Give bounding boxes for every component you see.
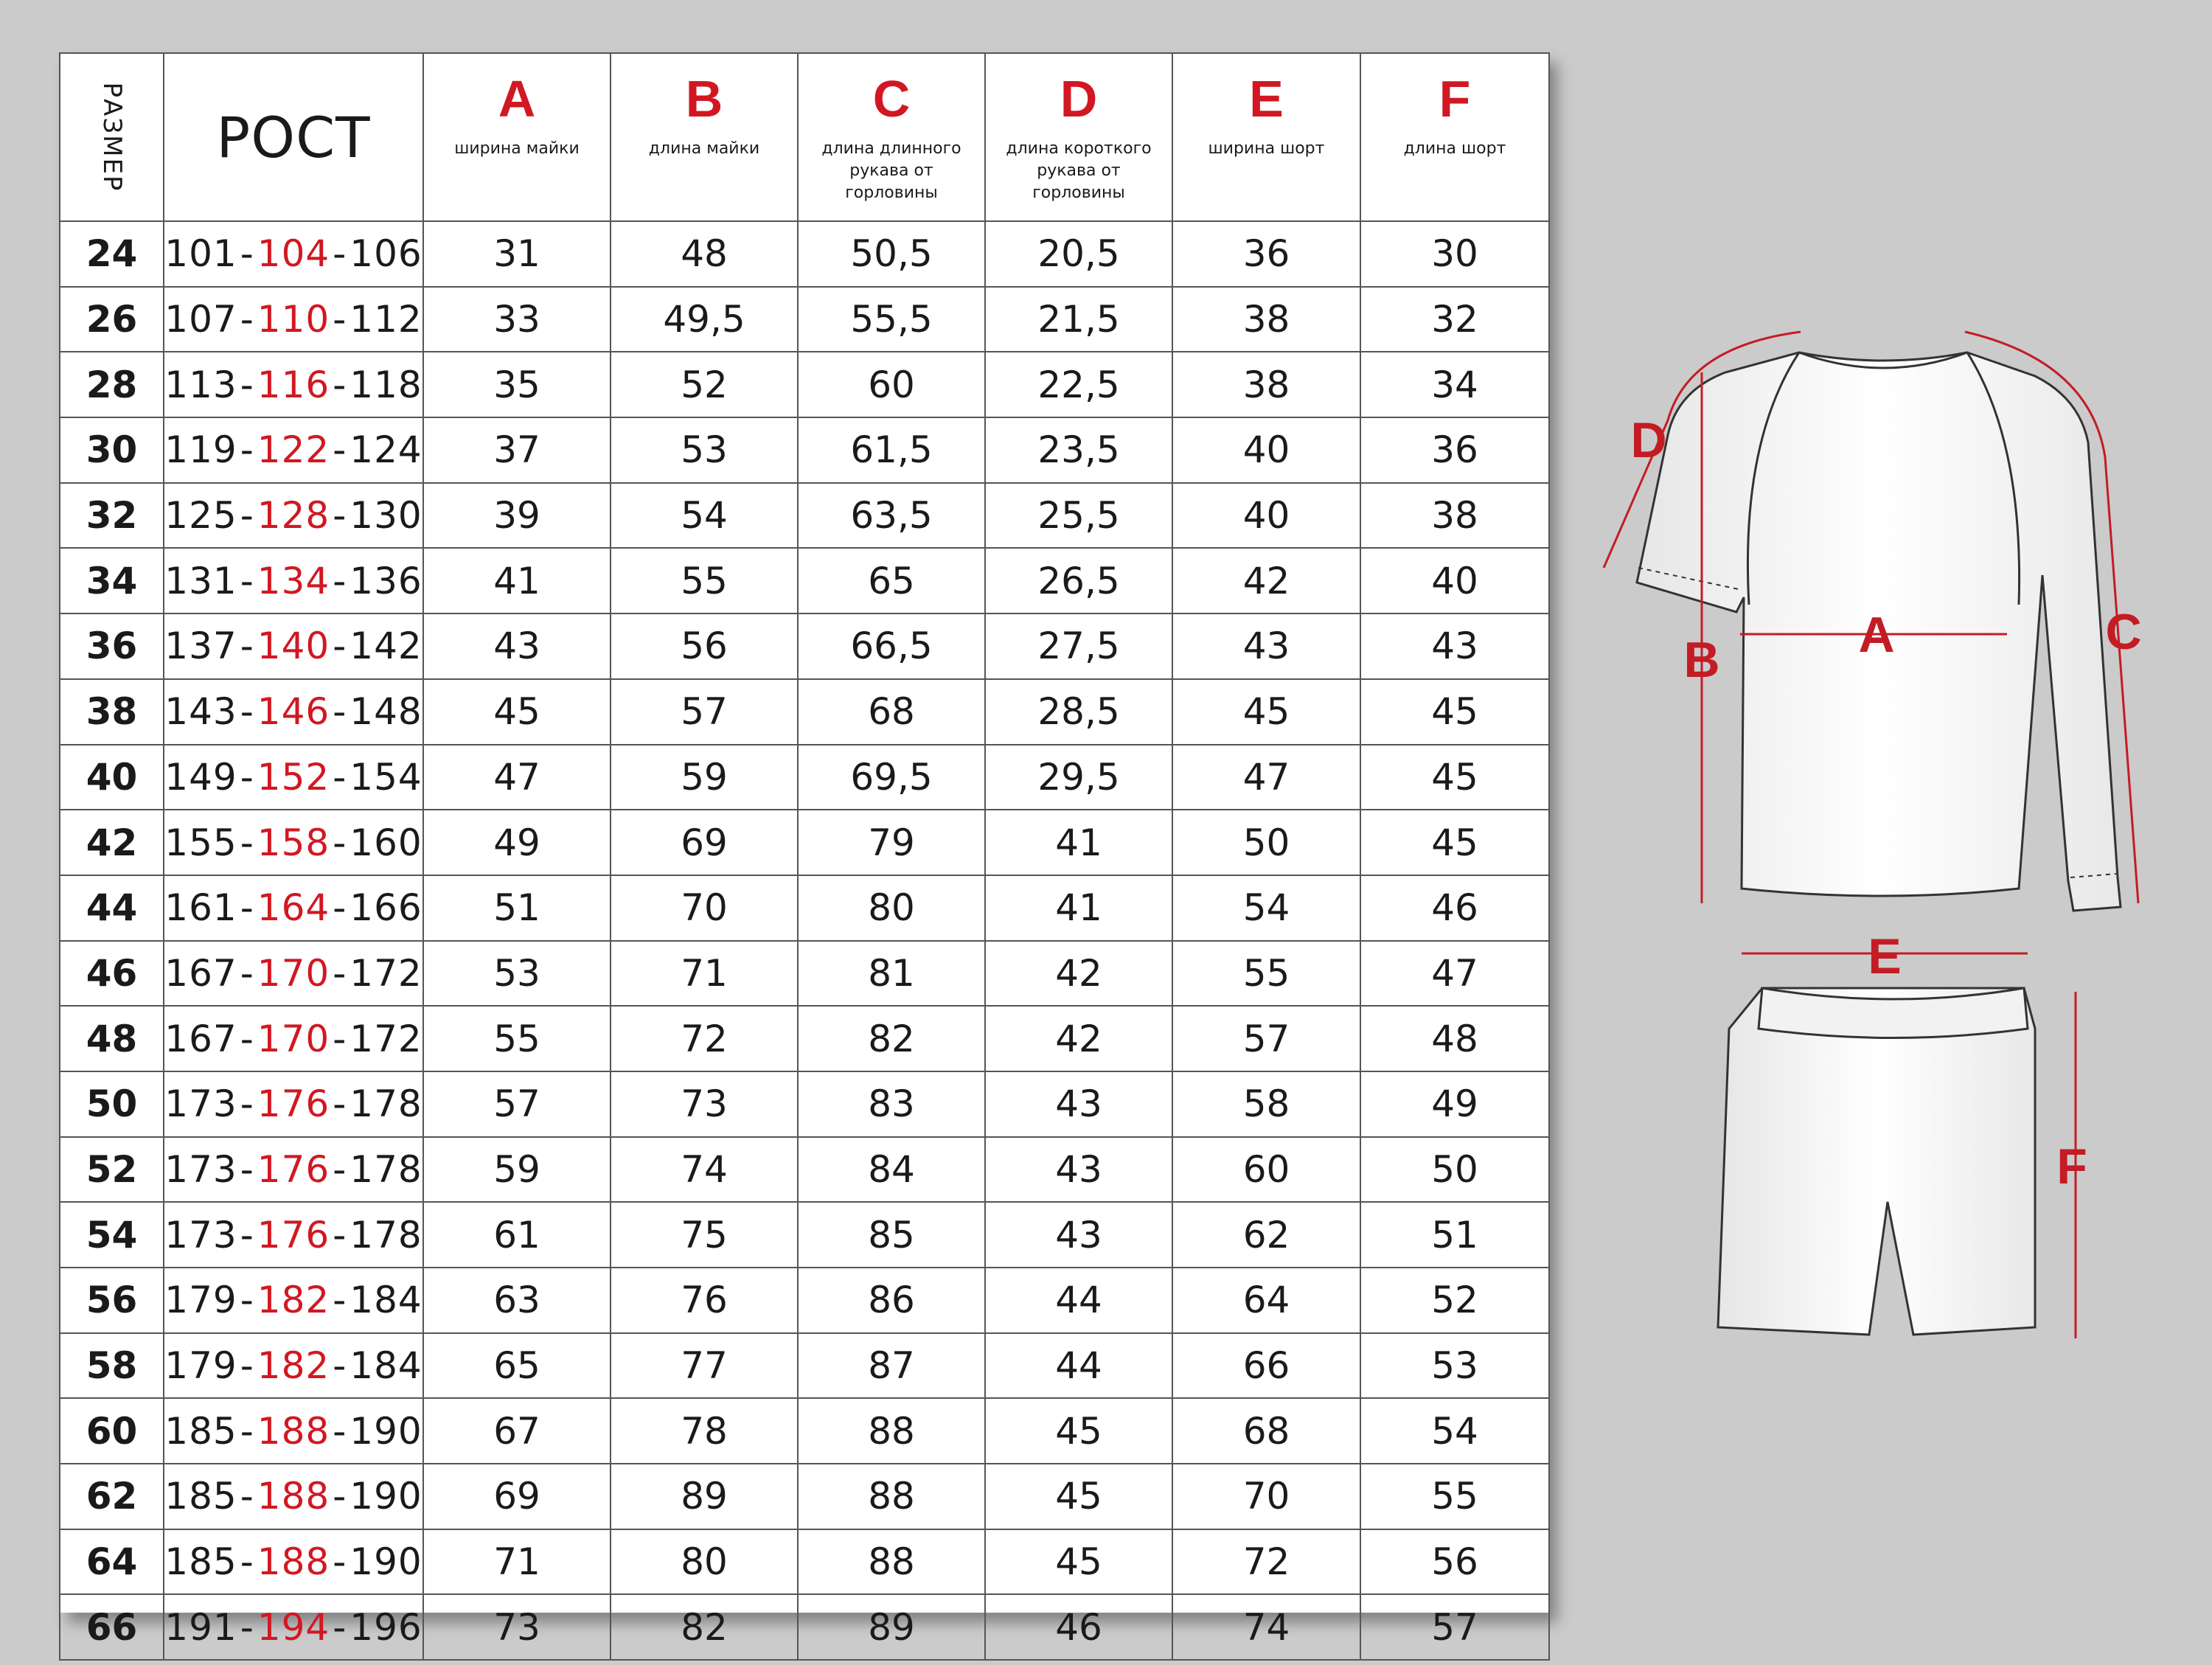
- measure-cell-d: 46: [985, 1594, 1172, 1660]
- measure-cell-c: 88: [798, 1464, 985, 1529]
- height-cell: 173-176-178: [164, 1071, 423, 1137]
- size-cell: 40: [60, 745, 164, 810]
- height-cell: 167-170-172: [164, 1006, 423, 1071]
- height-cell: 155-158-160: [164, 810, 423, 875]
- height-mid: 188: [257, 1475, 330, 1518]
- height-cell: 185-188-190: [164, 1398, 423, 1464]
- height-max: 136: [349, 559, 422, 602]
- height-min: 185: [164, 1475, 237, 1518]
- measure-cell-f: 51: [1360, 1202, 1549, 1268]
- measure-cell-f: 53: [1360, 1333, 1549, 1399]
- measure-cell-d: 42: [985, 941, 1172, 1007]
- measure-cell-d: 43: [985, 1137, 1172, 1203]
- height-max: 148: [349, 690, 422, 734]
- measure-cell-d: 27,5: [985, 613, 1172, 679]
- size-cell: 66: [60, 1594, 164, 1660]
- height-max: 178: [349, 1213, 422, 1256]
- height-mid: 104: [257, 232, 330, 276]
- measure-cell-d: 42: [985, 1006, 1172, 1071]
- height-min: 149: [164, 755, 237, 799]
- height-max: 172: [349, 1017, 422, 1060]
- height-min: 125: [164, 494, 237, 538]
- diagram-label-e: E: [1868, 928, 1902, 984]
- height-min: 179: [164, 1344, 237, 1388]
- height-min: 143: [164, 690, 237, 734]
- height-mid: 188: [257, 1409, 330, 1453]
- table-row: [60, 875, 1549, 941]
- height-min: 119: [164, 428, 237, 472]
- measure-cell-a: 35: [423, 352, 611, 417]
- size-cell: 62: [60, 1464, 164, 1529]
- height-cell: 185-188-190: [164, 1529, 423, 1595]
- measure-cell-f: 43: [1360, 613, 1549, 679]
- height-mid: 170: [257, 951, 330, 995]
- measure-cell-b: 52: [611, 352, 798, 417]
- measure-cell-d: 45: [985, 1398, 1172, 1464]
- size-cell: 56: [60, 1268, 164, 1333]
- measure-cell-e: 64: [1172, 1268, 1360, 1333]
- table-row: [60, 941, 1549, 1007]
- height-min: 185: [164, 1409, 237, 1453]
- height-min: 101: [164, 232, 237, 276]
- measure-cell-b: 56: [611, 613, 798, 679]
- measure-cell-c: 55,5: [798, 287, 985, 352]
- height-min: 131: [164, 559, 237, 602]
- measure-cell-d: 45: [985, 1464, 1172, 1529]
- height-max: 178: [349, 1147, 422, 1191]
- measure-cell-d: 43: [985, 1202, 1172, 1268]
- measure-cell-d: 43: [985, 1071, 1172, 1137]
- height-cell: 113-116-118: [164, 352, 423, 417]
- height-min: 179: [164, 1279, 237, 1322]
- measure-cell-d: 23,5: [985, 417, 1172, 483]
- measure-cell-a: 49: [423, 810, 611, 875]
- measure-cell-c: 79: [798, 810, 985, 875]
- measure-cell-b: 77: [611, 1333, 798, 1399]
- table-row: [60, 221, 1549, 287]
- column-header-a: A ширина майки: [423, 53, 611, 221]
- height-mid: 188: [257, 1540, 330, 1584]
- measure-cell-f: 52: [1360, 1268, 1549, 1333]
- measure-cell-a: 61: [423, 1202, 611, 1268]
- measure-cell-b: 49,5: [611, 287, 798, 352]
- measure-cell-a: 43: [423, 613, 611, 679]
- measure-cell-a: 55: [423, 1006, 611, 1071]
- measure-cell-d: 26,5: [985, 548, 1172, 613]
- size-cell: 32: [60, 483, 164, 549]
- height-min: 155: [164, 821, 237, 864]
- height-mid: 116: [257, 363, 330, 406]
- measure-cell-a: 65: [423, 1333, 611, 1399]
- measure-cell-d: 41: [985, 810, 1172, 875]
- height-max: 124: [349, 428, 422, 472]
- height-min: 161: [164, 886, 237, 930]
- shorts-icon: [1718, 988, 2035, 1335]
- height-max: 166: [349, 886, 422, 930]
- height-mid: 176: [257, 1213, 330, 1256]
- measure-cell-b: 59: [611, 745, 798, 810]
- measure-cell-a: 51: [423, 875, 611, 941]
- measure-cell-e: 66: [1172, 1333, 1360, 1399]
- height-min: 173: [164, 1147, 237, 1191]
- height-cell: 143-146-148: [164, 679, 423, 745]
- height-max: 142: [349, 625, 422, 668]
- measure-cell-a: 47: [423, 745, 611, 810]
- measure-cell-e: 68: [1172, 1398, 1360, 1464]
- measure-cell-f: 38: [1360, 483, 1549, 549]
- height-min: 173: [164, 1213, 237, 1256]
- measure-cell-e: 58: [1172, 1071, 1360, 1137]
- measure-cell-b: 75: [611, 1202, 798, 1268]
- measure-cell-a: 45: [423, 679, 611, 745]
- measure-cell-c: 82: [798, 1006, 985, 1071]
- measure-cell-f: 40: [1360, 548, 1549, 613]
- measure-cell-e: 74: [1172, 1594, 1360, 1660]
- height-max: 160: [349, 821, 422, 864]
- height-mid: 194: [257, 1605, 330, 1649]
- table-row: [60, 1398, 1549, 1464]
- measure-cell-f: 46: [1360, 875, 1549, 941]
- column-header-f: F длина шорт: [1360, 53, 1549, 221]
- height-min: 191: [164, 1605, 237, 1649]
- measure-cell-b: 53: [611, 417, 798, 483]
- measure-cell-c: 63,5: [798, 483, 985, 549]
- height-cell: 107-110-112: [164, 287, 423, 352]
- size-cell: 38: [60, 679, 164, 745]
- height-max: 106: [349, 232, 422, 276]
- table-row: [60, 352, 1549, 417]
- size-cell: 30: [60, 417, 164, 483]
- height-mid: 176: [257, 1147, 330, 1191]
- size-cell: 50: [60, 1071, 164, 1137]
- size-cell: 44: [60, 875, 164, 941]
- measure-cell-b: 57: [611, 679, 798, 745]
- size-cell: 42: [60, 810, 164, 875]
- size-table: [59, 52, 1550, 1661]
- measure-cell-d: 44: [985, 1333, 1172, 1399]
- table-row: [60, 745, 1549, 810]
- table-row: [60, 810, 1549, 875]
- table-row: [60, 1464, 1549, 1529]
- measure-cell-a: 59: [423, 1137, 611, 1203]
- measure-cell-a: 73: [423, 1594, 611, 1660]
- measure-cell-e: 60: [1172, 1137, 1360, 1203]
- measure-cell-f: 47: [1360, 941, 1549, 1007]
- measure-cell-e: 55: [1172, 941, 1360, 1007]
- size-cell: 28: [60, 352, 164, 417]
- measure-cell-d: 25,5: [985, 483, 1172, 549]
- measure-cell-c: 68: [798, 679, 985, 745]
- table-row: [60, 613, 1549, 679]
- size-column-header: РАЗМЕР: [60, 53, 164, 221]
- height-min: 185: [164, 1540, 237, 1584]
- measure-cell-b: 48: [611, 221, 798, 287]
- measure-cell-c: 85: [798, 1202, 985, 1268]
- measure-cell-c: 81: [798, 941, 985, 1007]
- measure-cell-c: 66,5: [798, 613, 985, 679]
- measure-cell-f: 49: [1360, 1071, 1549, 1137]
- size-cell: 52: [60, 1137, 164, 1203]
- height-max: 190: [349, 1409, 422, 1453]
- measure-cell-a: 41: [423, 548, 611, 613]
- measure-cell-b: 74: [611, 1137, 798, 1203]
- measure-cell-e: 43: [1172, 613, 1360, 679]
- height-min: 113: [164, 363, 237, 406]
- column-header-b: B длина майки: [611, 53, 798, 221]
- measure-cell-d: 45: [985, 1529, 1172, 1595]
- measure-cell-e: 70: [1172, 1464, 1360, 1529]
- table-row: [60, 1333, 1549, 1399]
- height-mid: 182: [257, 1279, 330, 1322]
- measure-cell-f: 36: [1360, 417, 1549, 483]
- size-chart-card: [59, 52, 1548, 1649]
- measure-cell-a: 67: [423, 1398, 611, 1464]
- size-cell: 46: [60, 941, 164, 1007]
- height-cell: 149-152-154: [164, 745, 423, 810]
- measure-cell-c: 88: [798, 1529, 985, 1595]
- measure-cell-b: 55: [611, 548, 798, 613]
- measure-cell-e: 47: [1172, 745, 1360, 810]
- table-row: [60, 1006, 1549, 1071]
- height-max: 118: [349, 363, 422, 406]
- measure-cell-d: 44: [985, 1268, 1172, 1333]
- height-column-header: РОСТ: [164, 53, 423, 221]
- measure-cell-c: 89: [798, 1594, 985, 1660]
- height-mid: 134: [257, 559, 330, 602]
- measure-cell-d: 22,5: [985, 352, 1172, 417]
- measure-cell-b: 73: [611, 1071, 798, 1137]
- measure-cell-c: 83: [798, 1071, 985, 1137]
- height-mid: 170: [257, 1017, 330, 1060]
- size-cell: 60: [60, 1398, 164, 1464]
- height-cell: 179-182-184: [164, 1333, 423, 1399]
- table-row: [60, 1268, 1549, 1333]
- measure-cell-b: 71: [611, 941, 798, 1007]
- height-max: 130: [349, 494, 422, 538]
- height-mid: 140: [257, 625, 330, 668]
- table-row: [60, 1071, 1549, 1137]
- column-header-c: C длина длинного рукава от горловины: [798, 53, 985, 221]
- measure-cell-a: 69: [423, 1464, 611, 1529]
- height-mid: 122: [257, 428, 330, 472]
- measure-cell-b: 78: [611, 1398, 798, 1464]
- height-cell: 185-188-190: [164, 1464, 423, 1529]
- measure-cell-a: 71: [423, 1529, 611, 1595]
- table-row: [60, 287, 1549, 352]
- measure-cell-e: 40: [1172, 417, 1360, 483]
- size-cell: 48: [60, 1006, 164, 1071]
- measure-cell-a: 53: [423, 941, 611, 1007]
- size-cell: 24: [60, 221, 164, 287]
- size-cell: 54: [60, 1202, 164, 1268]
- table-header-row: [60, 53, 1549, 221]
- measure-cell-e: 38: [1172, 352, 1360, 417]
- measure-cell-f: 45: [1360, 810, 1549, 875]
- size-cell: 64: [60, 1529, 164, 1595]
- measure-cell-a: 33: [423, 287, 611, 352]
- height-mid: 164: [257, 886, 330, 930]
- size-cell: 26: [60, 287, 164, 352]
- diagram-label-d: D: [1630, 412, 1667, 468]
- height-max: 196: [349, 1605, 422, 1649]
- measure-cell-f: 30: [1360, 221, 1549, 287]
- size-cell: 34: [60, 548, 164, 613]
- measure-cell-c: 84: [798, 1137, 985, 1203]
- column-header-e: E ширина шорт: [1172, 53, 1360, 221]
- measure-cell-e: 40: [1172, 483, 1360, 549]
- measure-cell-f: 55: [1360, 1464, 1549, 1529]
- diagram-label-a: A: [1858, 607, 1895, 663]
- measure-cell-a: 37: [423, 417, 611, 483]
- height-max: 184: [349, 1279, 422, 1322]
- measure-cell-a: 63: [423, 1268, 611, 1333]
- measure-cell-e: 38: [1172, 287, 1360, 352]
- measure-cell-f: 45: [1360, 745, 1549, 810]
- height-cell: 173-176-178: [164, 1202, 423, 1268]
- height-max: 190: [349, 1475, 422, 1518]
- height-min: 173: [164, 1082, 237, 1126]
- measure-cell-b: 72: [611, 1006, 798, 1071]
- height-min: 167: [164, 951, 237, 995]
- table-row: [60, 417, 1549, 483]
- measure-cell-b: 70: [611, 875, 798, 941]
- measure-cell-a: 31: [423, 221, 611, 287]
- height-cell: 131-134-136: [164, 548, 423, 613]
- height-cell: 179-182-184: [164, 1268, 423, 1333]
- measure-cell-b: 69: [611, 810, 798, 875]
- height-mid: 128: [257, 494, 330, 538]
- height-max: 154: [349, 755, 422, 799]
- height-min: 107: [164, 298, 237, 341]
- height-max: 178: [349, 1082, 422, 1126]
- measure-cell-f: 50: [1360, 1137, 1549, 1203]
- height-cell: 161-164-166: [164, 875, 423, 941]
- height-cell: 173-176-178: [164, 1137, 423, 1203]
- height-max: 190: [349, 1540, 422, 1584]
- column-header-d: D длина короткого рукава от горловины: [985, 53, 1172, 221]
- measure-cell-c: 88: [798, 1398, 985, 1464]
- measure-cell-d: 20,5: [985, 221, 1172, 287]
- measure-cell-b: 76: [611, 1268, 798, 1333]
- measure-cell-e: 36: [1172, 221, 1360, 287]
- table-row: [60, 483, 1549, 549]
- table-row: [60, 1594, 1549, 1660]
- measure-cell-e: 72: [1172, 1529, 1360, 1595]
- height-max: 184: [349, 1344, 422, 1388]
- measure-cell-c: 87: [798, 1333, 985, 1399]
- measure-cell-f: 57: [1360, 1594, 1549, 1660]
- height-cell: 167-170-172: [164, 941, 423, 1007]
- measure-cell-e: 62: [1172, 1202, 1360, 1268]
- measure-cell-b: 80: [611, 1529, 798, 1595]
- measure-cell-a: 57: [423, 1071, 611, 1137]
- height-min: 167: [164, 1017, 237, 1060]
- height-mid: 110: [257, 298, 330, 341]
- table-row: [60, 1202, 1549, 1268]
- measure-cell-e: 45: [1172, 679, 1360, 745]
- measure-cell-e: 50: [1172, 810, 1360, 875]
- table-row: [60, 548, 1549, 613]
- diagram-label-b: B: [1683, 632, 1720, 688]
- measure-cell-d: 41: [985, 875, 1172, 941]
- height-max: 172: [349, 951, 422, 995]
- garment-diagram: [1578, 280, 2212, 1349]
- measure-cell-c: 61,5: [798, 417, 985, 483]
- height-cell: 101-104-106: [164, 221, 423, 287]
- measure-cell-c: 60: [798, 352, 985, 417]
- table-row: [60, 1529, 1549, 1595]
- measure-cell-c: 69,5: [798, 745, 985, 810]
- height-mid: 146: [257, 690, 330, 734]
- height-cell: 119-122-124: [164, 417, 423, 483]
- height-mid: 152: [257, 755, 330, 799]
- measure-cell-f: 48: [1360, 1006, 1549, 1071]
- measure-cell-f: 54: [1360, 1398, 1549, 1464]
- measure-cell-e: 54: [1172, 875, 1360, 941]
- height-mid: 158: [257, 821, 330, 864]
- measure-cell-f: 34: [1360, 352, 1549, 417]
- diagram-label-f: F: [2056, 1139, 2087, 1195]
- table-row: [60, 1137, 1549, 1203]
- measure-cell-b: 82: [611, 1594, 798, 1660]
- measure-cell-f: 32: [1360, 287, 1549, 352]
- measure-cell-c: 86: [798, 1268, 985, 1333]
- measure-cell-c: 50,5: [798, 221, 985, 287]
- table-body: [60, 221, 1549, 1660]
- height-cell: 191-194-196: [164, 1594, 423, 1660]
- measure-cell-c: 80: [798, 875, 985, 941]
- measure-cell-d: 21,5: [985, 287, 1172, 352]
- measure-cell-b: 89: [611, 1464, 798, 1529]
- height-max: 112: [349, 298, 422, 341]
- height-cell: 137-140-142: [164, 613, 423, 679]
- measure-cell-d: 29,5: [985, 745, 1172, 810]
- height-cell: 125-128-130: [164, 483, 423, 549]
- measure-cell-a: 39: [423, 483, 611, 549]
- size-cell: 58: [60, 1333, 164, 1399]
- height-mid: 176: [257, 1082, 330, 1126]
- table-row: [60, 679, 1549, 745]
- diagram-label-c: C: [2105, 604, 2142, 660]
- height-mid: 182: [257, 1344, 330, 1388]
- measure-cell-b: 54: [611, 483, 798, 549]
- measure-cell-f: 56: [1360, 1529, 1549, 1595]
- size-cell: 36: [60, 613, 164, 679]
- measure-cell-e: 57: [1172, 1006, 1360, 1071]
- measure-cell-f: 45: [1360, 679, 1549, 745]
- measure-cell-d: 28,5: [985, 679, 1172, 745]
- measure-cell-c: 65: [798, 548, 985, 613]
- measure-cell-e: 42: [1172, 548, 1360, 613]
- height-min: 137: [164, 625, 237, 668]
